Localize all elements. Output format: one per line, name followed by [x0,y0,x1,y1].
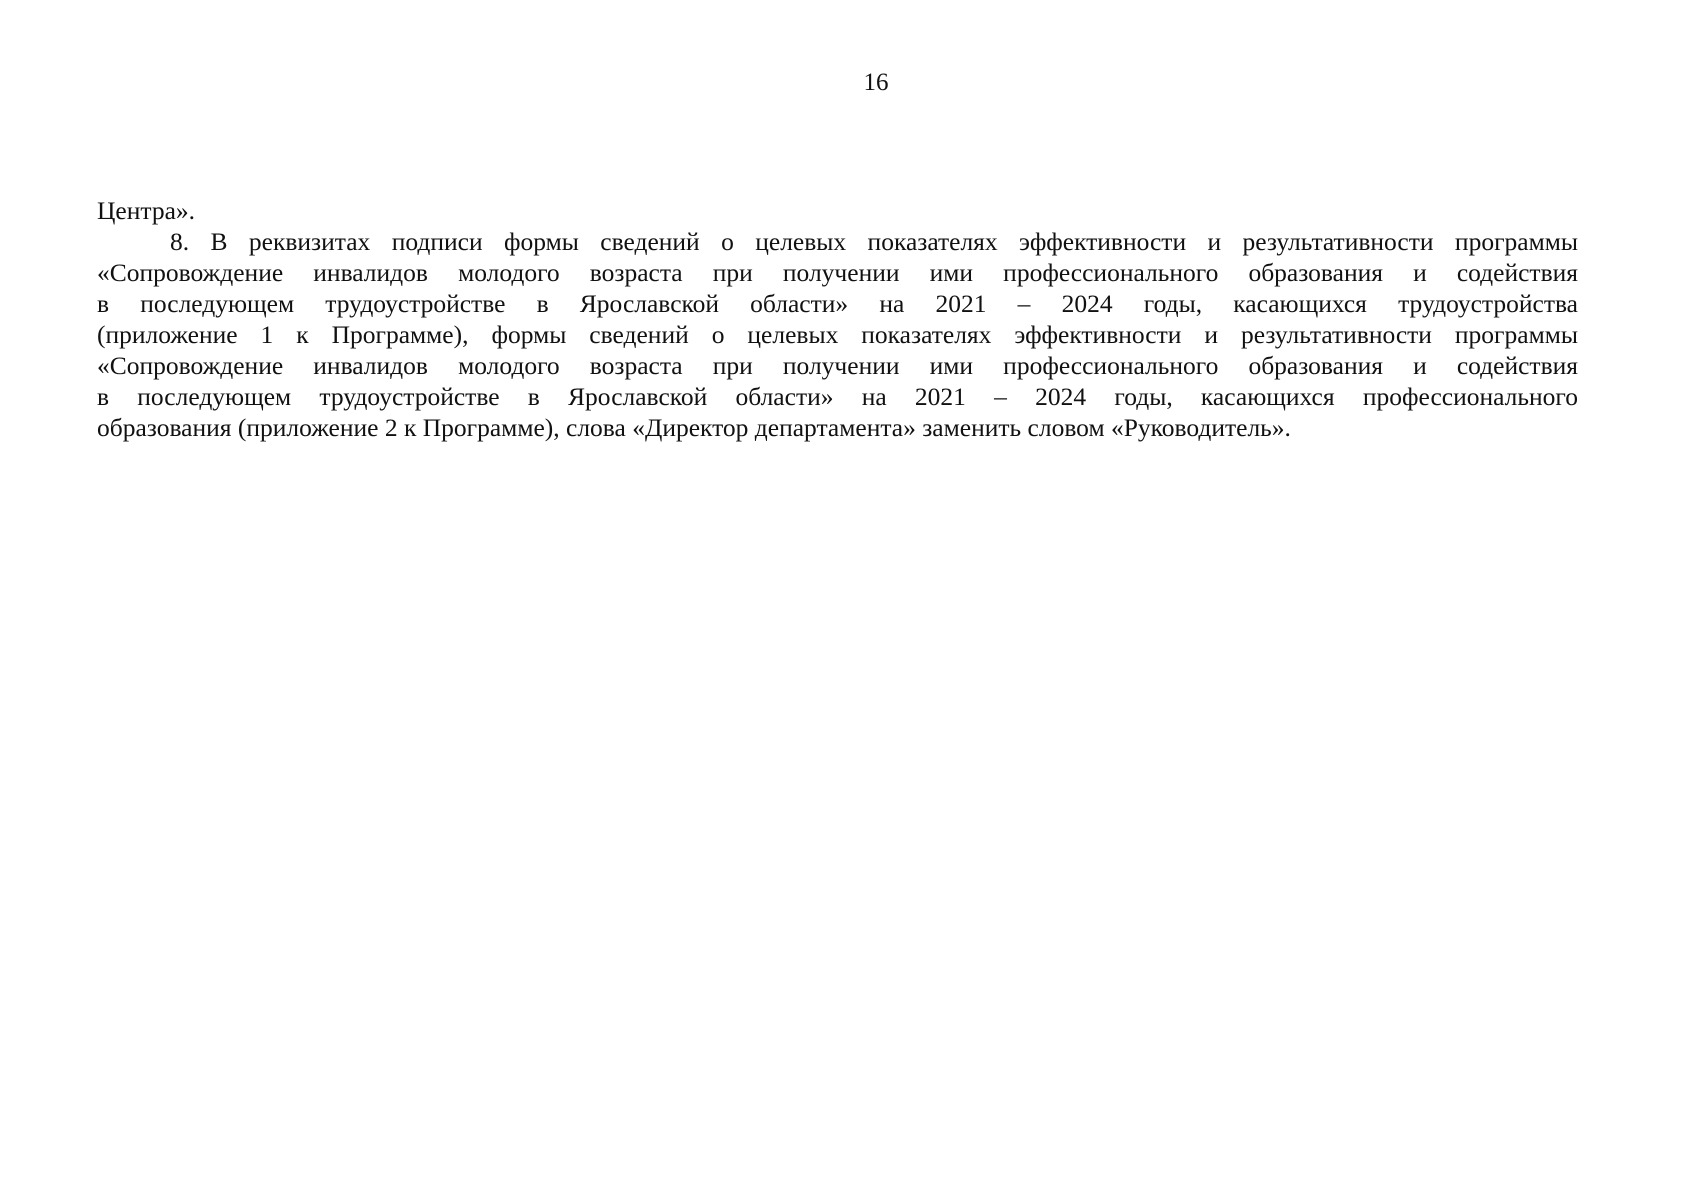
document-body [97,195,1578,443]
paragraph-8-first-line: 8. В реквизитах подписи формы сведений о целевых показателях эффективности и результативности программы [170,227,1578,256]
text-line: в последующем трудоустройстве в Ярославской области» на 2021 – 2024 годы, касающихся трудоустройства [97,289,1578,318]
text-line: образования (приложение 2 к Программе), слова «Директор департамента» заменить словом «Руководитель». [97,413,1291,442]
text-line: (приложение 1 к Программе), формы сведений о целевых показателях эффективности и результативности программы [97,320,1578,349]
text-line: «Сопровождение инвалидов молодого возраста при получении ими профессионального образования и содействия [97,351,1578,380]
text-line: «Сопровождение инвалидов молодого возраста при получении ими профессионального образования и содействия [97,258,1578,287]
text-line: в последующем трудоустройстве в Ярославской области» на 2021 – 2024 годы, касающихся профессионального [97,382,1578,411]
text-line: Центра». [97,196,196,225]
page-number: 16 [863,69,889,96]
